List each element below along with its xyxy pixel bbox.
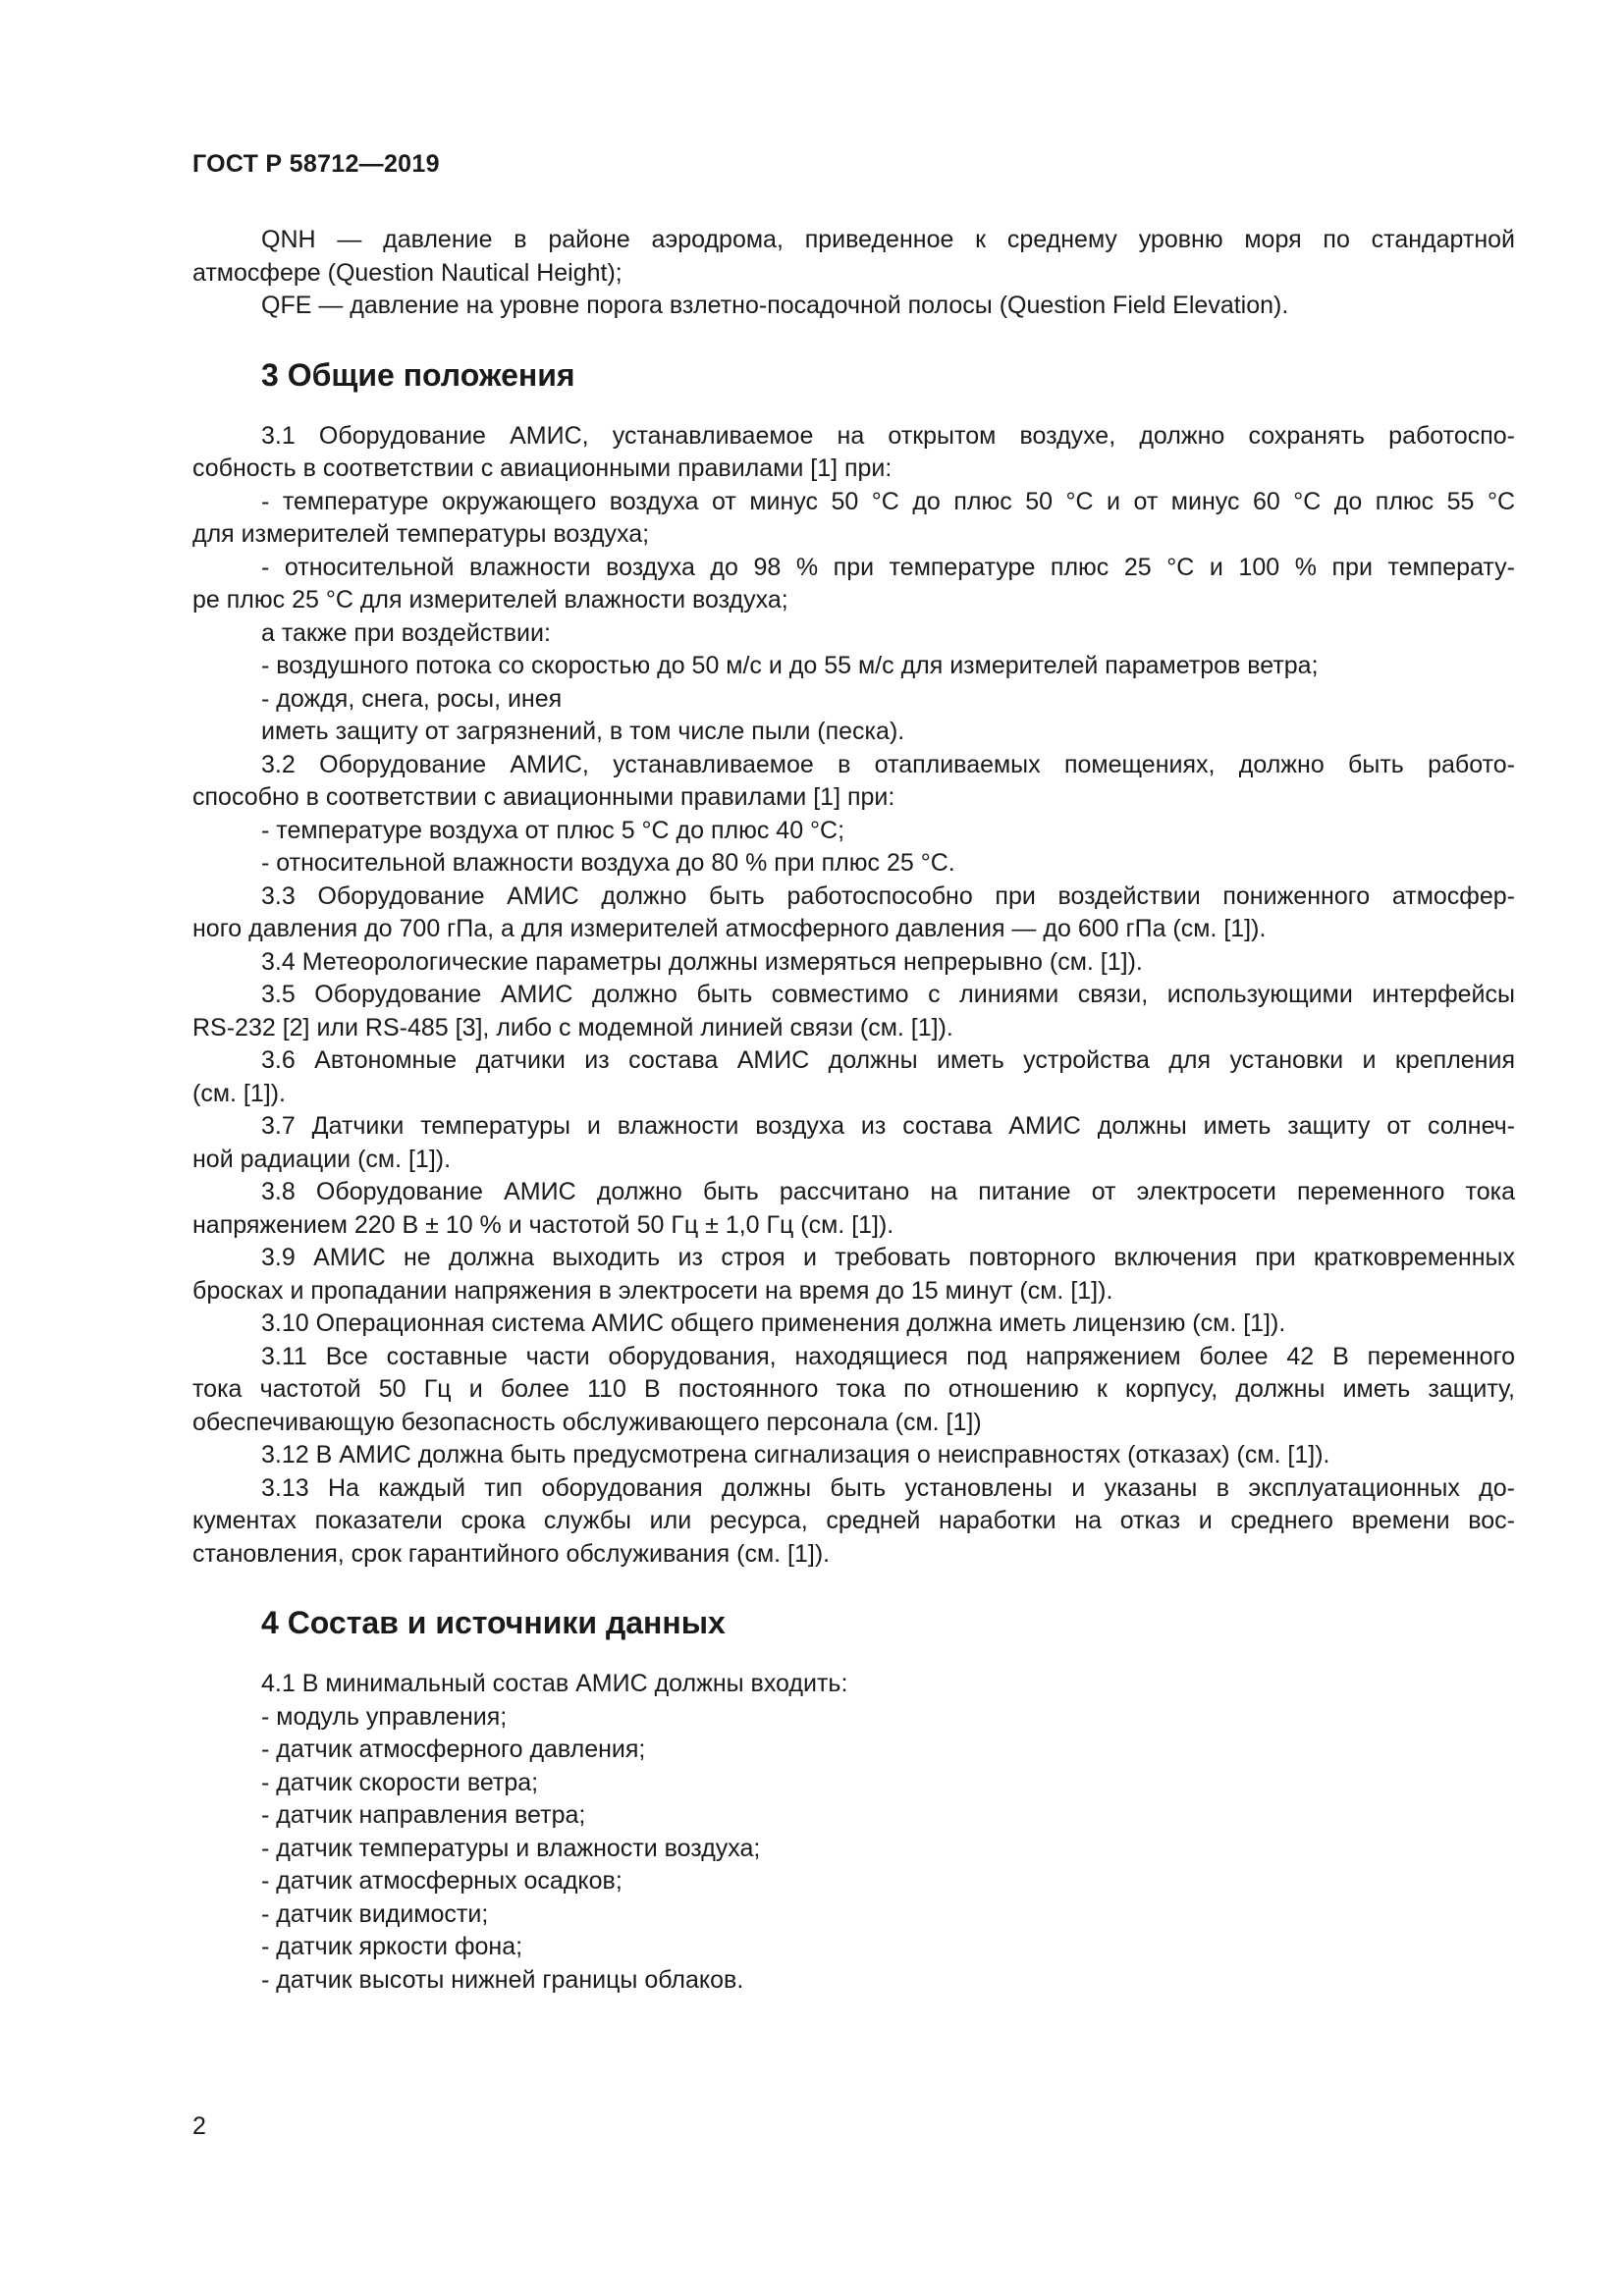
paragraph-line: 3.8 Оборудование АМИС должно быть рассчитано на питание от электросети переменного тока <box>261 1178 1515 1205</box>
paragraph-line: 3.2 Оборудование АМИС, устанавливаемое в отапливаемых помещениях, должно быть работо- <box>261 750 1515 778</box>
paragraph-line: 3.4 Метеорологические параметры должны измеряться непрерывно (см. [1]). <box>261 947 1143 976</box>
paragraph-line: 3.11 Все составные части оборудования, находящиеся под напряжением более 42 В переменного <box>261 1342 1515 1370</box>
running-head: ГОСТ Р 58712—2019 <box>192 150 440 178</box>
list-line: - относительной влажности воздуха до 98 % при температуре плюс 25 °С и 100 % при температу- <box>261 553 1515 581</box>
definition-qnh-line-1: QNH — давление в районе аэродрома, приведенное к среднему уровню моря по стандартной <box>261 226 1515 253</box>
paragraph-line: тока частотой 50 Гц и более 110 В постоянного тока по отношению к корпусу, должны иметь защиту, <box>192 1375 1515 1403</box>
paragraph-line: 3.9 АМИС не должна выходить из строя и требовать повторного включения при кратковременных <box>261 1244 1515 1271</box>
list-line: - температуре окружающего воздуха от минус 50 °С до плюс 50 °С и от минус 60 °С до плюс 55 °С <box>261 487 1515 515</box>
list-line: - воздушного потока со скоростью до 50 м/с и до 55 м/с для измерителей параметров ветра; <box>261 652 1319 679</box>
paragraph-line: напряжением 220 В ± 10 % и частотой 50 Гц ± 1,0 Гц (см. [1]). <box>192 1210 894 1239</box>
page-content <box>192 224 1515 1997</box>
paragraph-line: становления, срок гарантийного обслуживания (см. [1]). <box>192 1539 831 1568</box>
paragraph-line: 3.3 Оборудование АМИС должно быть работоспособно при воздействии пониженного атмосфер- <box>261 881 1515 910</box>
page-number: 2 <box>192 2112 206 2140</box>
paragraph-line: а также при воздействии: <box>261 618 551 647</box>
paragraph-line: ре плюс 25 °С для измерителей влажности воздуха; <box>192 586 788 614</box>
list-item: - датчик температуры и влажности воздуха; <box>261 1834 761 1862</box>
list-item: - датчик направления ветра; <box>261 1801 586 1829</box>
paragraph-line: RS-232 [2] или RS-485 [3], либо с модемной линией связи (см. [1]). <box>192 1013 953 1041</box>
list-item: - датчик яркости фона; <box>261 1933 523 1960</box>
paragraph-line: 3.12 В АМИС должна быть предусмотрена сигнализация о неисправностях (отказах) (см. [1]). <box>261 1441 1330 1468</box>
paragraph-line: обеспечивающую безопасность обслуживающего персонала (см. [1]) <box>192 1408 982 1436</box>
definition-qnh-line-2: атмосфере (Question Nautical Height); <box>192 258 623 287</box>
paragraph-line: 3.6 Автономные датчики из состава АМИС должны иметь устройства для установки и крепления <box>261 1046 1515 1074</box>
list-line: - относительной влажности воздуха до 80 % при плюс 25 °С. <box>261 849 955 877</box>
paragraph-line: ного давления до 700 гПа, а для измерителей атмосферного давления — до 600 гПа (см. [1]). <box>192 915 1267 942</box>
paragraph-line: для измерителей температуры воздуха; <box>192 520 650 548</box>
section-3-heading: 3 Общие положения <box>261 356 575 393</box>
paragraph-line: (см. [1]). <box>192 1079 286 1107</box>
paragraph-line: кументах показатели срока службы или ресурса, средней наработки на отказ и среднего времени вос- <box>192 1507 1515 1534</box>
paragraph-line: иметь защиту от загрязнений, в том числе пыли (песка). <box>261 718 905 745</box>
section-4-intro: 4.1 В минимальный состав АМИС должны входить: <box>261 1670 848 1697</box>
list-item: - датчик атмосферных осадков; <box>261 1867 623 1895</box>
paragraph-line: 3.5 Оборудование АМИС должно быть совместимо с линиями связи, использующими интерфейсы <box>261 981 1515 1008</box>
paragraph-line: 3.13 На каждый тип оборудования должны быть установлены и указаны в эксплуатационных до- <box>261 1473 1515 1502</box>
list-item: - модуль управления; <box>261 1702 508 1731</box>
list-item: - датчик высоты нижней границы облаков. <box>261 1965 744 1994</box>
paragraph-line: собность в соответствии с авиационными правилами [1] при: <box>192 454 893 482</box>
paragraph-line: 3.1 Оборудование АМИС, устанавливаемое на открытом воздухе, должно сохранять работоспо- <box>261 421 1515 450</box>
paragraph-line: бросках и пропадании напряжения в электросети на время до 15 минут (см. [1]). <box>192 1276 1113 1305</box>
paragraph-line: 3.10 Операционная система АМИС общего применения должна иметь лицензию (см. [1]). <box>261 1309 1286 1337</box>
list-item: - датчик атмосферного давления; <box>261 1735 646 1763</box>
list-item: - датчик скорости ветра; <box>261 1768 539 1796</box>
definition-qfe: QFE — давление на уровне порога взлетно-посадочной полосы (Question Field Elevation). <box>261 292 1289 319</box>
section-4-heading: 4 Состав и источники данных <box>261 1605 726 1640</box>
paragraph-line: 3.7 Датчики температуры и влажности воздуха из состава АМИС должны иметь защиту от солнеч- <box>261 1112 1515 1140</box>
list-line: - температуре воздуха от плюс 5 °С до плюс 40 °С; <box>261 816 845 844</box>
paragraph-line: ной радиации (см. [1]). <box>192 1145 452 1173</box>
paragraph-line: способно в соответствии с авиационными правилами [1] при: <box>192 783 895 811</box>
list-line: - дождя, снега, росы, инея <box>261 684 563 713</box>
list-item: - датчик видимости; <box>261 1899 489 1928</box>
